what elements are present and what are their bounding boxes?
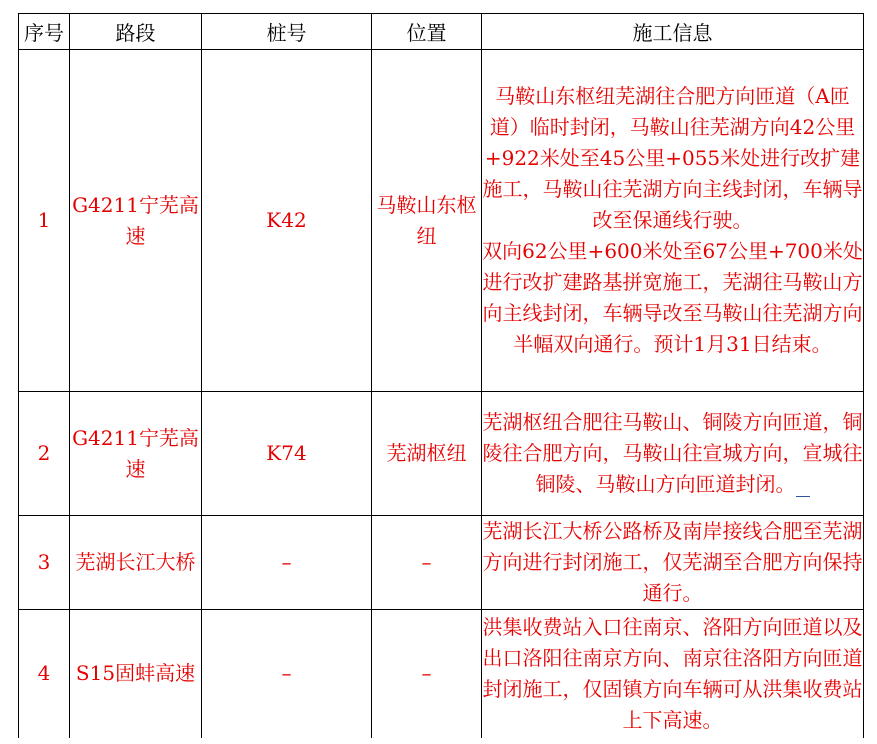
row-stake: – [202, 610, 372, 738]
info-paragraph: 双向62公里+600米处至67公里+700米处进行改扩建路基拼宽施工，芜湖往马鞍山方向主线封闭，车辆导改至马鞍山往芜湖方向半幅双向通行。预计1月31日结束。 [482, 239, 863, 356]
row-no: 4 [19, 610, 70, 738]
table-row [19, 392, 864, 516]
row-stake: K74 [202, 392, 372, 516]
info-text: 芜湖枢纽合肥往马鞍山、铜陵方向匝道，铜陵往合肥方向，马鞍山往宣城方向，宣城往铜陵、马鞍山方向匝道封闭。 [482, 410, 863, 496]
table-row [19, 516, 864, 610]
row-no: 3 [19, 516, 70, 610]
header-location: 位置 [372, 14, 482, 50]
row-location: 马鞍山东枢纽 [372, 50, 482, 392]
row-road: 芜湖长江大桥 [70, 516, 202, 610]
row-road: G4211宁芜高速 [70, 392, 202, 516]
row-no: 1 [19, 50, 70, 392]
info-paragraph: 芜湖长江大桥公路桥及南岸接线合肥至芜湖方向进行封闭施工，仅芜湖至合肥方向保持通行。 [482, 519, 863, 605]
header-info: 施工信息 [482, 14, 864, 50]
row-stake: K42 [202, 50, 372, 392]
row-info [482, 610, 864, 738]
info-paragraph: 洪集收费站入口往南京、洛阳方向匝道以及出口洛阳往南京方向、南京往洛阳方向匝道封闭施工，仅固镇方向车辆可从洪集收费站上下高速。 [482, 614, 863, 732]
row-location: – [372, 516, 482, 610]
info-paragraph: 马鞍山东枢纽芜湖往合肥方向匝道（A匝道）临时封闭，马鞍山往芜湖方向42公里+922米处至45公里+055米处进行改扩建施工，马鞍山往芜湖方向主线封闭，车辆导改至保通线行驶。 [482, 84, 863, 232]
text-cursor-underline [796, 472, 810, 497]
info-paragraph [482, 407, 863, 500]
table-row [19, 50, 864, 392]
header-row [19, 14, 864, 50]
construction-info-table [18, 13, 864, 738]
row-location: – [372, 610, 482, 738]
row-info [482, 392, 864, 516]
row-road: G4211宁芜高速 [70, 50, 202, 392]
header-road: 路段 [70, 14, 202, 50]
row-info [482, 50, 864, 392]
row-location: 芜湖枢纽 [372, 392, 482, 516]
row-stake: – [202, 516, 372, 610]
table-row [19, 610, 864, 738]
row-road: S15固蚌高速 [70, 610, 202, 738]
header-stake: 桩号 [202, 14, 372, 50]
header-no: 序号 [19, 14, 70, 50]
row-info [482, 516, 864, 610]
row-no: 2 [19, 392, 70, 516]
